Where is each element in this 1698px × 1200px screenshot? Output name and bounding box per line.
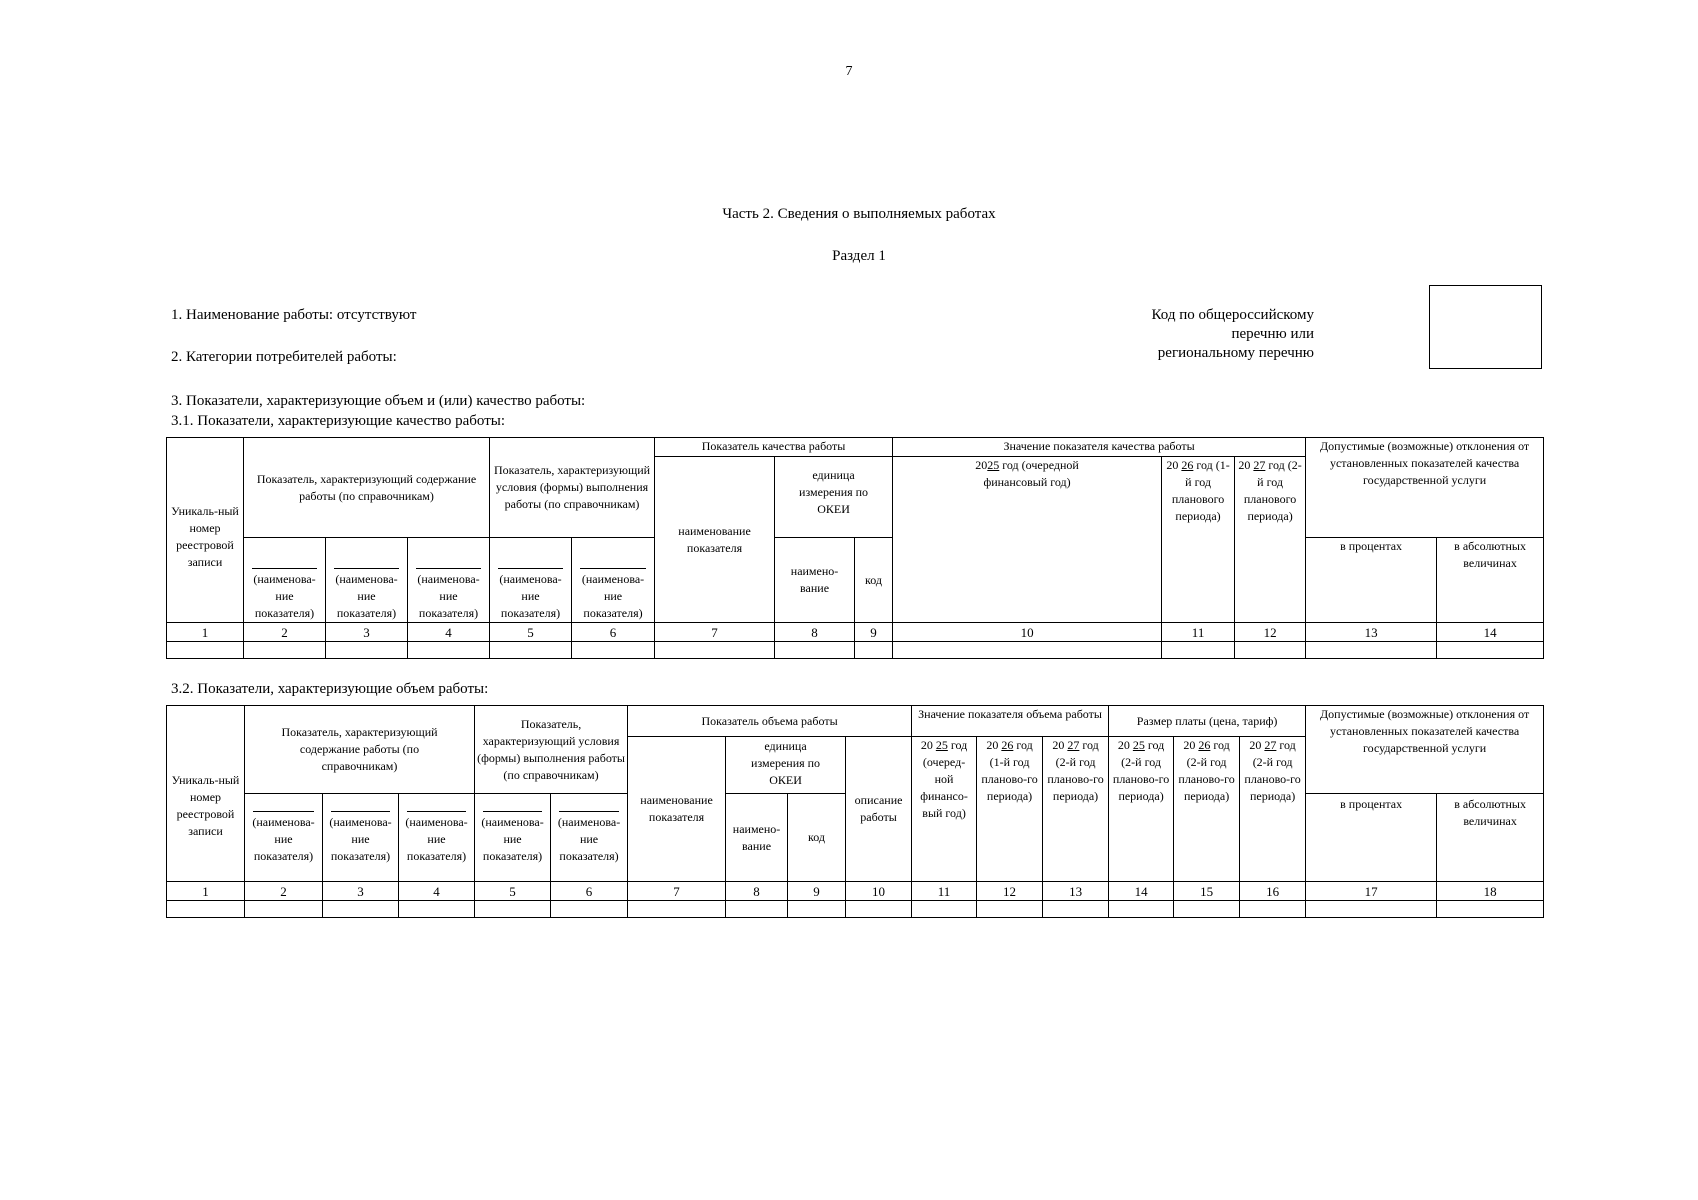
part-title: Часть 2. Сведения о выполняемых работах	[722, 206, 996, 222]
sub-indicator-label: (наименова-ние показателя)	[253, 572, 316, 620]
volume-indicators-heading: 3.2. Показатели, характеризующие объем работы:	[171, 681, 489, 697]
year-caption: (очеред-ной финансо-вый год)	[920, 755, 968, 820]
empty-cell[interactable]	[977, 901, 1043, 918]
indicators-heading: 3. Показатели, характеризующие объем и (или) качество работы:	[171, 393, 586, 409]
empty-cell[interactable]	[490, 642, 572, 659]
column-number: 6	[551, 882, 628, 901]
sub-indicator-label: (наименова-ние показателя)	[329, 815, 392, 863]
unit-code-header: код	[788, 794, 846, 882]
section-title: Раздел 1	[832, 248, 886, 264]
column-number: 18	[1437, 882, 1544, 901]
empty-cell[interactable]	[572, 642, 655, 659]
column-number: 3	[326, 623, 408, 642]
year-number: 26	[1181, 458, 1194, 472]
year-caption: (2-й год планово-го периода)	[1047, 755, 1104, 803]
year-prefix: 20	[1117, 738, 1130, 752]
sub-indicator-label: (наименова-ние показателя)	[417, 572, 480, 620]
year-prefix: 20	[920, 738, 933, 752]
fee-year-2025-header	[1109, 737, 1174, 882]
column-number: 10	[846, 882, 912, 901]
sub-indicator-label: (наименова-ние показателя)	[405, 815, 468, 863]
year-number: 25	[987, 458, 1000, 472]
sub-indicator-name	[245, 794, 323, 882]
column-number: 12	[977, 882, 1043, 901]
sub-indicator-name	[475, 794, 551, 882]
year-caption: (2-й год планово-го периода)	[1244, 755, 1301, 803]
empty-cell[interactable]	[1240, 901, 1306, 918]
year-prefix: 20	[975, 458, 988, 472]
empty-cell[interactable]	[1306, 642, 1437, 659]
column-number: 13	[1306, 623, 1437, 642]
year-number: 26	[1198, 738, 1211, 752]
empty-cell[interactable]	[475, 901, 551, 918]
registry-code-label	[1152, 306, 1314, 363]
column-number: 5	[490, 623, 572, 642]
year-2025-header	[893, 457, 1162, 623]
empty-cell[interactable]	[846, 901, 912, 918]
column-number: 7	[655, 623, 775, 642]
column-number: 1	[167, 882, 245, 901]
unique-number-header: Уникаль-ный номер реестровой записи	[167, 438, 244, 623]
column-number: 1	[167, 623, 244, 642]
empty-cell[interactable]	[655, 642, 775, 659]
empty-cell[interactable]	[1235, 642, 1306, 659]
sub-indicator-name	[408, 538, 490, 623]
unit-name-header: наимено-вание	[775, 538, 855, 623]
column-number: 14	[1109, 882, 1174, 901]
absolute-header: в абсолютных величинах	[1437, 538, 1544, 623]
sub-indicator-name	[326, 538, 408, 623]
deviation-header: Допустимые (возможные) отклонения от установленных показателей качества государственной услуги	[1306, 706, 1544, 794]
fee-header: Размер платы (цена, тариф)	[1109, 706, 1306, 737]
column-number: 10	[893, 623, 1162, 642]
content-indicator-header: Показатель, характеризующий содержание работы (по справочникам)	[245, 706, 475, 794]
column-number: 6	[572, 623, 655, 642]
empty-cell[interactable]	[912, 901, 977, 918]
year-word: год	[1147, 738, 1165, 752]
empty-cell[interactable]	[1306, 901, 1437, 918]
quality-indicators-heading: 3.1. Показатели, характеризующие качество работы:	[171, 413, 505, 429]
year-prefix: 20	[1052, 738, 1065, 752]
sub-indicator-label: (наименова-ние показателя)	[252, 815, 315, 863]
year-prefix: 20	[986, 738, 999, 752]
volume-indicator-header: Показатель объема работы	[628, 706, 912, 737]
empty-cell[interactable]	[1437, 901, 1544, 918]
year-caption: (1-й год планово-го периода)	[981, 755, 1038, 803]
column-number: 14	[1437, 623, 1544, 642]
year-word: год	[950, 738, 968, 752]
sub-indicator-name	[572, 538, 655, 623]
empty-cell[interactable]	[1043, 901, 1109, 918]
empty-cell[interactable]	[399, 901, 475, 918]
content-indicator-header: Показатель, характеризующий содержание работы (по справочникам)	[244, 438, 490, 538]
year-word: год	[1082, 738, 1099, 752]
empty-cell[interactable]	[775, 642, 855, 659]
year-prefix: 20	[1183, 738, 1196, 752]
year-word: год	[1213, 738, 1230, 752]
year-2027-header	[1235, 457, 1306, 623]
consumer-categories-line: 2. Категории потребителей работы:	[171, 349, 397, 365]
empty-cell[interactable]	[245, 901, 323, 918]
work-name-line: 1. Наименование работы: отсутствуют	[171, 307, 417, 323]
unique-number-header: Уникаль-ный номер реестровой записи	[167, 706, 245, 882]
year-number: 27	[1253, 458, 1266, 472]
year-word: год	[1279, 738, 1296, 752]
column-number: 5	[475, 882, 551, 901]
year-caption: (2-й год планово-го периода)	[1112, 755, 1170, 803]
sub-indicator-name	[490, 538, 572, 623]
sub-indicator-name	[399, 794, 475, 882]
year-caption: год (очередной финансовый год)	[983, 458, 1079, 489]
year-caption: год (2-й год планового периода)	[1243, 458, 1302, 523]
sub-indicator-label: (наименова-ние показателя)	[499, 572, 562, 620]
column-number: 12	[1235, 623, 1306, 642]
empty-cell[interactable]	[1109, 901, 1174, 918]
okei-unit-header: единица измерения по ОКЕИ	[726, 737, 846, 794]
column-number: 8	[726, 882, 788, 901]
empty-cell[interactable]	[855, 642, 893, 659]
percent-header: в процентах	[1306, 538, 1437, 623]
empty-cell[interactable]	[323, 901, 399, 918]
column-number: 17	[1306, 882, 1437, 901]
year-prefix: 20	[1238, 458, 1251, 472]
year-caption: (2-й год планово-го периода)	[1178, 755, 1235, 803]
conditions-indicator-header: Показатель, характеризующий условия (формы) выполнения работы (по справочникам)	[490, 438, 655, 538]
year-word: год	[1016, 738, 1033, 752]
conditions-indicator-header: Показатель, характеризующий условия (формы) выполнения работы (по справочникам)	[475, 706, 628, 794]
column-number: 16	[1240, 882, 1306, 901]
empty-cell[interactable]	[726, 901, 788, 918]
empty-cell[interactable]	[408, 642, 490, 659]
quality-table	[166, 437, 1544, 659]
year-caption: год (1-й год планового периода)	[1171, 458, 1230, 523]
registry-code-box[interactable]	[1429, 285, 1542, 369]
value-year-2027-header	[1043, 737, 1109, 882]
sub-indicator-label: (наименова-ние показателя)	[335, 572, 398, 620]
column-number: 8	[775, 623, 855, 642]
year-number: 27	[1067, 738, 1080, 752]
column-number: 9	[788, 882, 846, 901]
quality-value-header: Значение показателя качества работы	[893, 438, 1306, 457]
deviation-header: Допустимые (возможные) отклонения от установленных показателей качества государственной услуги	[1306, 438, 1544, 538]
percent-header: в процентах	[1306, 794, 1437, 882]
year-2026-header	[1162, 457, 1235, 623]
empty-cell[interactable]	[628, 901, 726, 918]
column-number: 4	[399, 882, 475, 901]
page-number: 7	[845, 64, 853, 79]
empty-cell[interactable]	[167, 901, 245, 918]
unit-code-header: код	[855, 538, 893, 623]
year-number: 25	[1132, 738, 1145, 752]
empty-cell[interactable]	[893, 642, 1162, 659]
year-number: 25	[935, 738, 948, 752]
volume-value-header: Значение показателя объема работы	[912, 706, 1109, 737]
sub-indicator-name	[244, 538, 326, 623]
sub-indicator-label: (наименова-ние показателя)	[481, 815, 544, 863]
work-description-header: описание работы	[846, 737, 912, 882]
year-number: 26	[1001, 738, 1014, 752]
indicator-name-header: наименование показателя	[655, 457, 775, 623]
column-number: 3	[323, 882, 399, 901]
sub-indicator-label: (наименова-ние показателя)	[581, 572, 645, 620]
year-prefix: 20	[1249, 738, 1262, 752]
column-number: 13	[1043, 882, 1109, 901]
volume-table	[166, 705, 1544, 918]
empty-cell[interactable]	[167, 642, 244, 659]
value-year-2026-header	[977, 737, 1043, 882]
absolute-header: в абсолютных величинах	[1437, 794, 1544, 882]
column-number: 2	[245, 882, 323, 901]
value-year-2025-header	[912, 737, 977, 882]
empty-cell[interactable]	[1174, 901, 1240, 918]
empty-cell[interactable]	[326, 642, 408, 659]
empty-cell[interactable]	[788, 901, 846, 918]
column-number: 11	[912, 882, 977, 901]
column-number: 7	[628, 882, 726, 901]
okei-unit-header: единица измерения по ОКЕИ	[775, 457, 893, 538]
quality-indicator-header: Показатель качества работы	[655, 438, 893, 457]
empty-cell[interactable]	[244, 642, 326, 659]
column-number: 4	[408, 623, 490, 642]
registry-code-label-line: Код по общероссийскому	[1151, 307, 1314, 323]
year-prefix: 20	[1166, 458, 1179, 472]
sub-indicator-name	[323, 794, 399, 882]
column-number: 15	[1174, 882, 1240, 901]
sub-indicator-label: (наименова-ние показателя)	[557, 815, 621, 863]
column-number: 2	[244, 623, 326, 642]
indicator-name-header: наименование показателя	[628, 737, 726, 882]
registry-code-label-line: региональному перечню	[1157, 345, 1314, 361]
column-number: 9	[855, 623, 893, 642]
sub-indicator-name	[551, 794, 628, 882]
registry-code-label-line: перечню или	[1231, 326, 1314, 342]
empty-cell[interactable]	[551, 901, 628, 918]
empty-cell[interactable]	[1437, 642, 1544, 659]
unit-name-header: наимено-вание	[726, 794, 788, 882]
year-number: 27	[1264, 738, 1277, 752]
column-number: 11	[1162, 623, 1235, 642]
fee-year-2027-header	[1240, 737, 1306, 882]
empty-cell[interactable]	[1162, 642, 1235, 659]
fee-year-2026-header	[1174, 737, 1240, 882]
